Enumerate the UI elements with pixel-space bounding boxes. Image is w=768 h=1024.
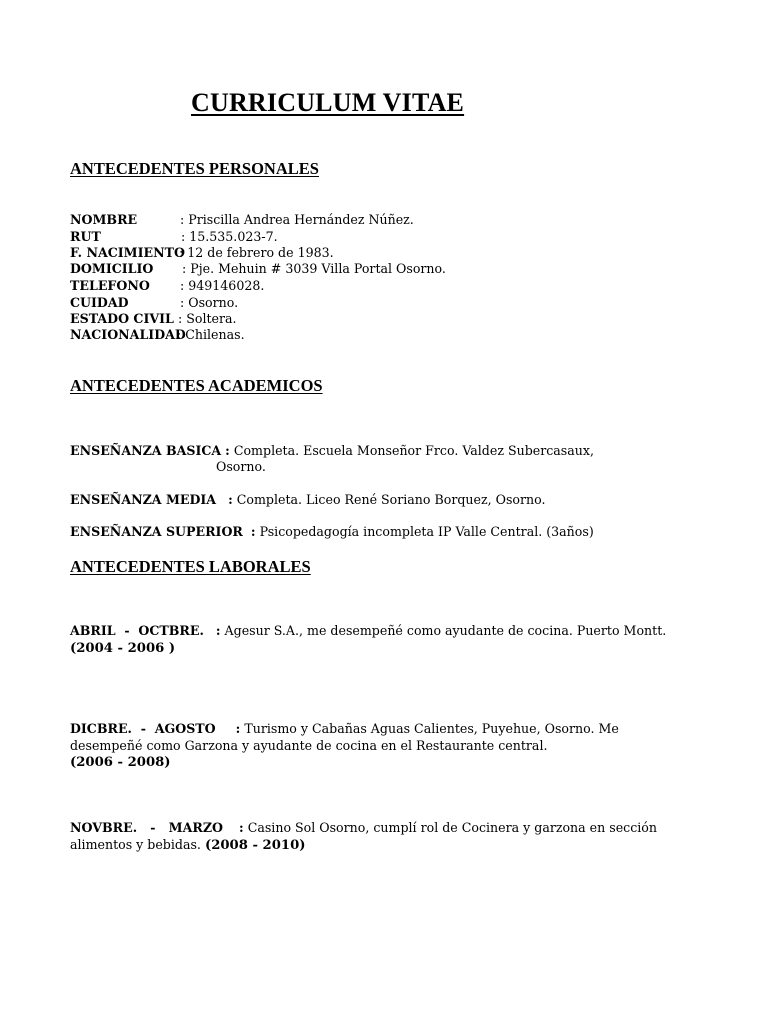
work-item-1 bbox=[70, 623, 680, 657]
academic-value-media: Completa. Liceo René Soriano Borquez, Osorno. bbox=[236, 492, 546, 507]
field-label-nacionalidad: NACIONALIDAD bbox=[70, 327, 186, 342]
work-sep-2: : bbox=[235, 721, 241, 736]
academic-value-basica-cont: Osorno. bbox=[216, 459, 266, 474]
academic-sep-basica: : bbox=[225, 443, 230, 458]
document-title: CURRICULUM VITAE bbox=[191, 88, 465, 117]
work-item-2 bbox=[70, 721, 680, 772]
academic-item-media bbox=[70, 492, 545, 508]
field-label-domicilio: DOMICILIO bbox=[70, 261, 154, 276]
academic-label-media: ENSEÑANZA MEDIA bbox=[70, 492, 217, 507]
field-label-rut: RUT bbox=[70, 229, 101, 244]
personal-section-heading: ANTECEDENTES PERSONALES bbox=[70, 159, 319, 178]
field-value-rut: : 15.535.023-7. bbox=[181, 229, 278, 244]
field-value-ciudad: : Osorno. bbox=[180, 295, 239, 310]
work-text-2: Turismo y Cabañas Aguas Calientes, Puyehue, Osorno. Me desempeñé como Garzona y ayudante de cocina en el Restaurante central. bbox=[70, 721, 619, 753]
field-label-estado-civil: ESTADO CIVIL bbox=[70, 311, 174, 326]
academic-item-basica bbox=[70, 443, 594, 459]
academic-section-heading: ANTECEDENTES ACADEMICOS bbox=[70, 376, 323, 395]
field-label-telefono: TELEFONO bbox=[70, 278, 150, 293]
work-years-2: (2006 - 2008) bbox=[70, 755, 171, 770]
work-period-1: ABRIL - OCTBRE. bbox=[70, 623, 204, 638]
academic-label-basica: ENSEÑANZA BASICA bbox=[70, 443, 222, 458]
work-period-2: DICBRE. - AGOSTO bbox=[70, 721, 216, 736]
academic-sep-media: : bbox=[228, 492, 233, 507]
field-value-nombre: : Priscilla Andrea Hernández Núñez. bbox=[180, 212, 414, 227]
academic-value-basica: Completa. Escuela Monseñor Frco. Valdez Subercasaux, bbox=[233, 443, 594, 458]
field-label-ciudad: CUIDAD bbox=[70, 295, 129, 310]
academic-item-superior bbox=[70, 524, 594, 540]
field-value-telefono: : 949146028. bbox=[180, 278, 265, 293]
work-text-1: Agesur S.A., me desempeñé como ayudante de cocina. Puerto Montt. bbox=[224, 623, 667, 638]
academic-label-superior: ENSEÑANZA SUPERIOR bbox=[70, 524, 243, 539]
work-section-heading: ANTECEDENTES LABORALES bbox=[70, 557, 311, 576]
work-years-1: (2004 - 2006 ) bbox=[70, 640, 176, 656]
academic-sep-superior: : bbox=[250, 524, 256, 539]
field-value-estado-civil: : Soltera. bbox=[178, 311, 237, 326]
field-label-nacimiento: F. NACIMIENTO bbox=[70, 245, 185, 260]
field-value-domicilio: : Pje. Mehuin # 3039 Villa Portal Osorno. bbox=[182, 261, 446, 276]
field-label-nombre: NOMBRE bbox=[70, 212, 138, 227]
work-period-3: NOVBRE. - MARZO bbox=[70, 820, 224, 835]
field-value-nacionalidad: : Chilenas. bbox=[177, 327, 245, 342]
work-sep-1: : bbox=[215, 623, 221, 638]
work-item-3 bbox=[70, 820, 680, 854]
work-sep-3: : bbox=[239, 820, 244, 835]
academic-value-superior: Psicopedagogía incompleta IP Valle Central. (3años) bbox=[259, 524, 594, 539]
field-value-nacimiento: : 12 de febrero de 1983. bbox=[179, 245, 334, 260]
work-years-3: (2008 - 2010) bbox=[204, 837, 306, 853]
work-text-3: Casino Sol Osorno, cumplí rol de Cocinera y garzona en sección alimentos y bebidas. bbox=[70, 820, 657, 852]
